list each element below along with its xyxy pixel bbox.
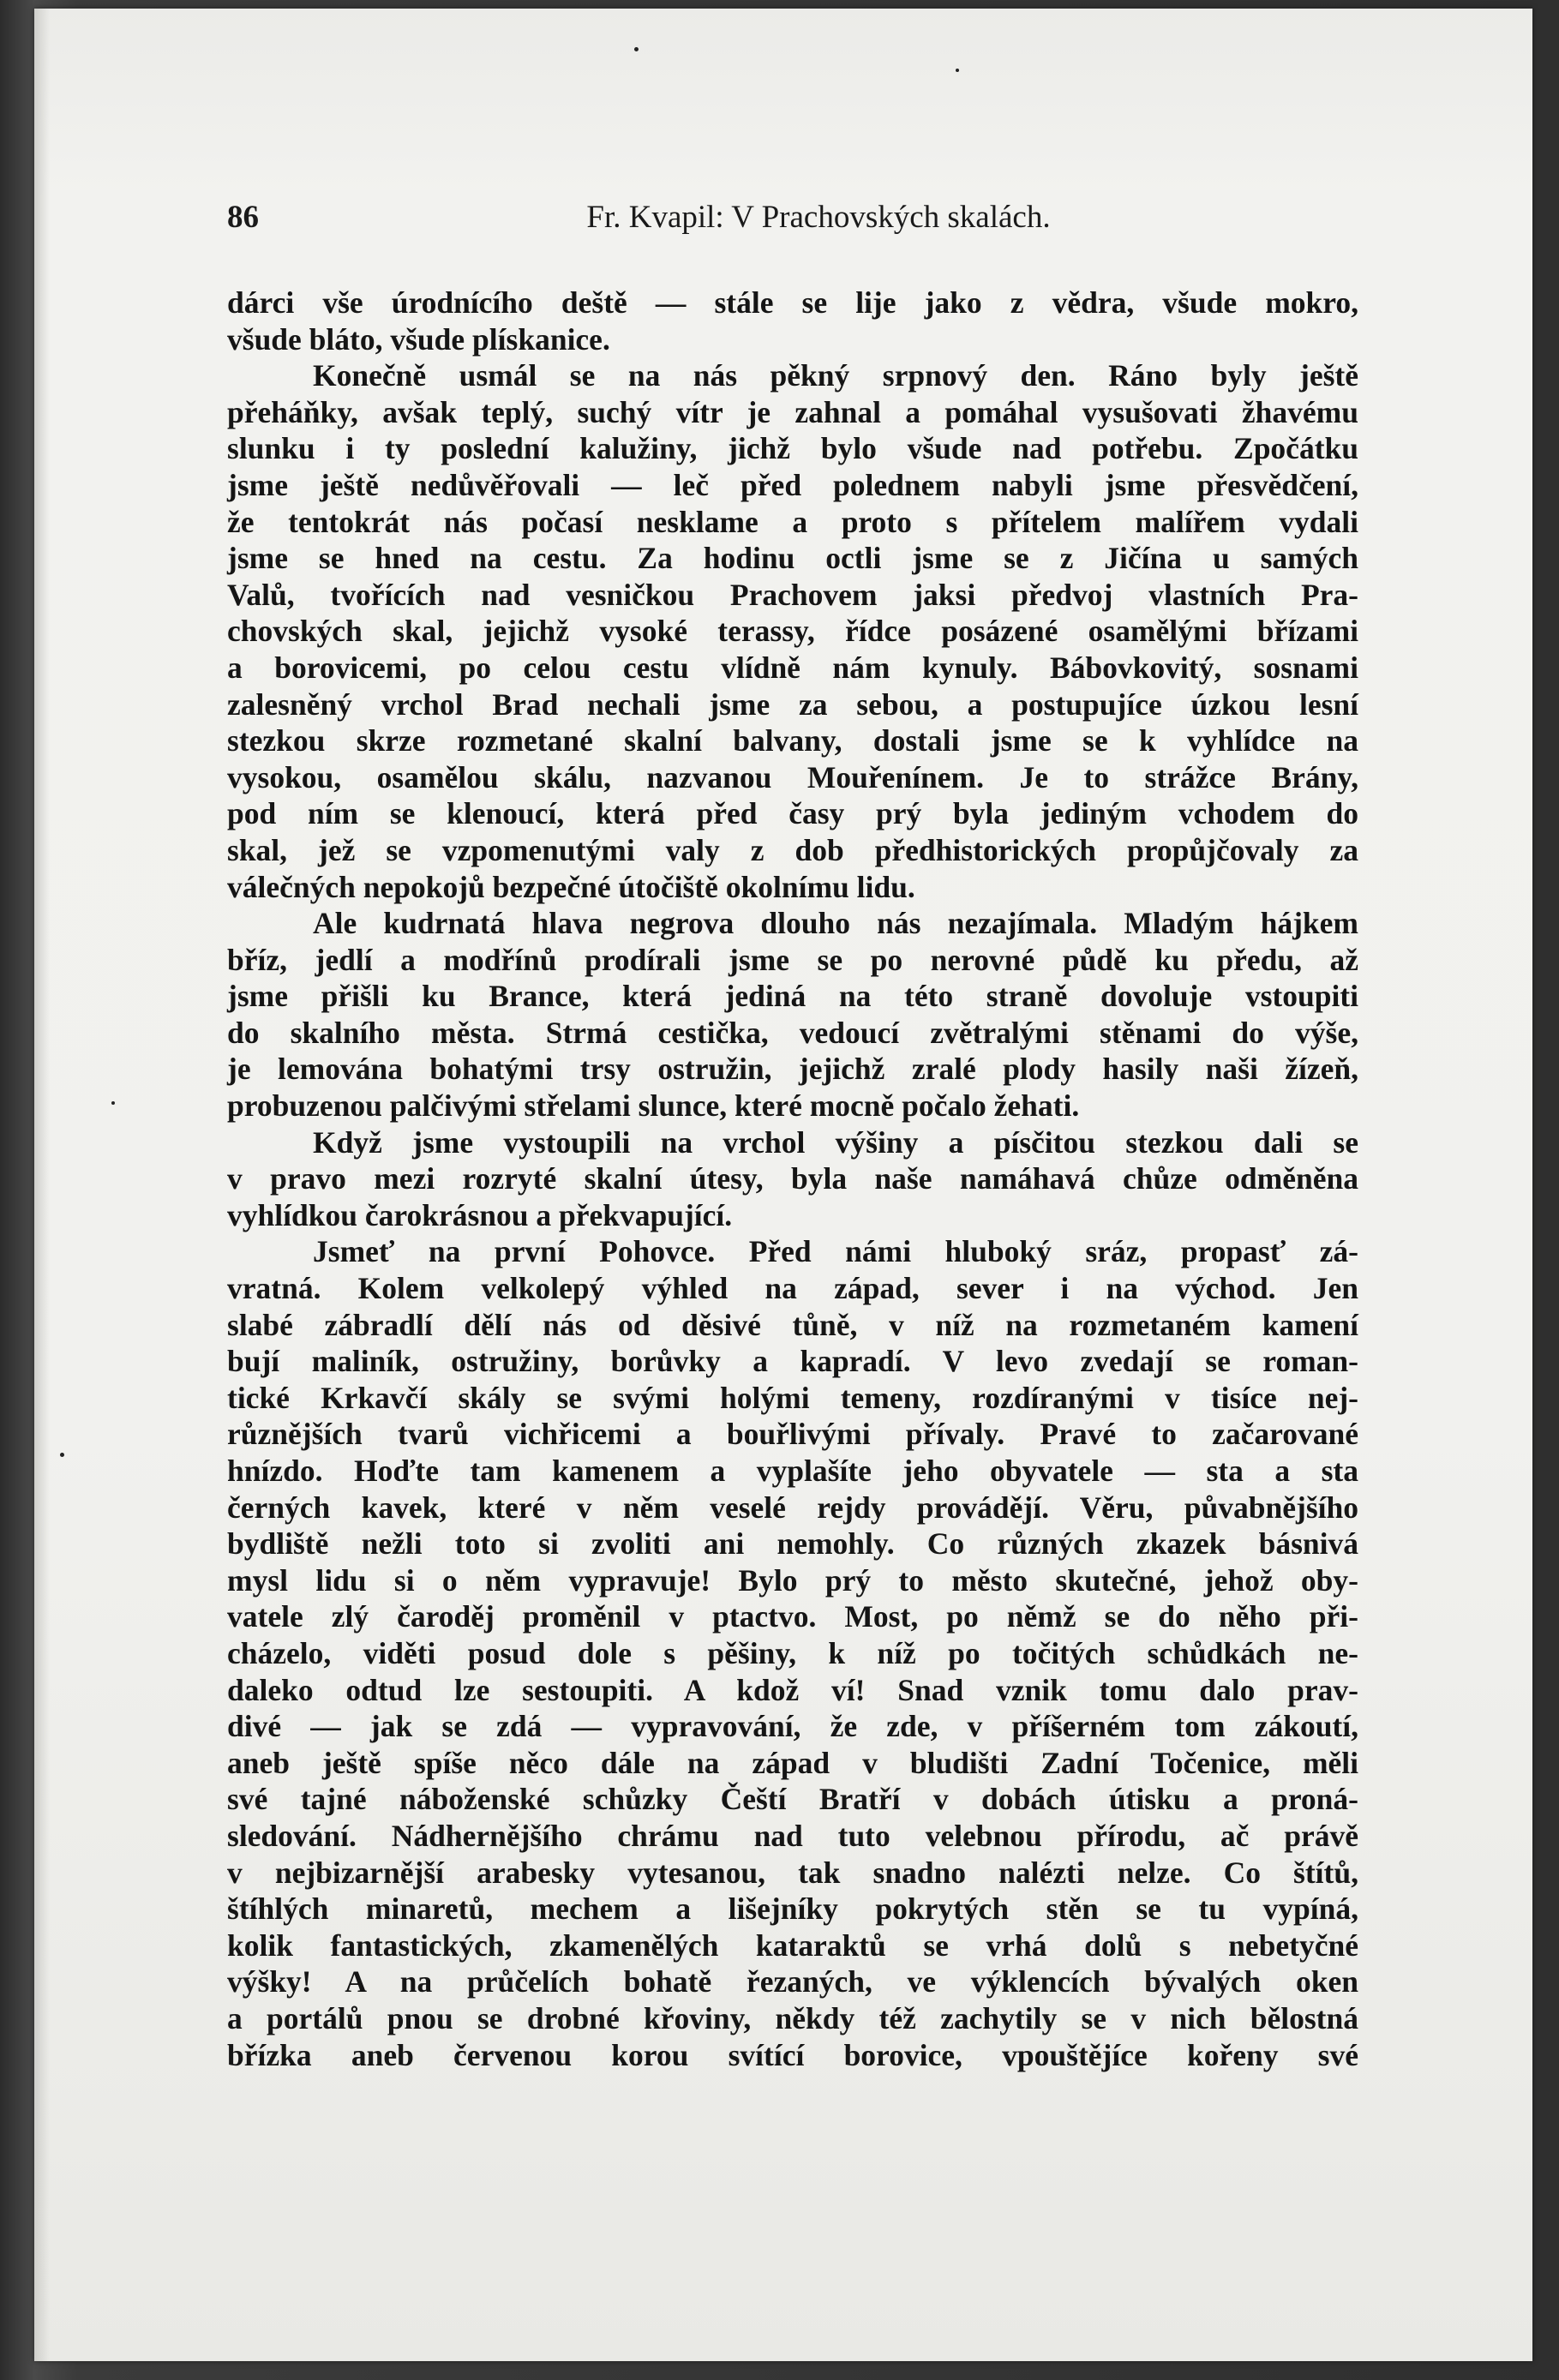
text-line: všude bláto, všude plískanice. [227,321,610,357]
text-line: pod ním se klenoucí, která před časy prý byla jediným vchodem do [227,796,1358,831]
text-line: zalesněný vrchol Brad nechali jsme za sebou, a postupujíce úzkou lesní [227,686,1358,722]
text-line: válečných nepokojů bezpečné útočiště okolnímu lidu. [227,869,915,904]
text-line: Když jsme vystoupili na vrchol výšiny a písčitou stezkou dali se [313,1124,1358,1160]
text-line: skal, jež se vzpomenutými valy z dob předhistorických propůjčovaly za [227,832,1358,867]
text-line: různějších tvarů vichřicemi a bouřlivými přívaly. Pravé to začarované [227,1417,1358,1452]
text-line: štíhlých minaretů, mechem a lišejníky pokrytých stěn se tu vypíná, [227,1891,1358,1927]
text-line: vysokou, osamělou skálu, nazvanou Mouřenínem. Je to strážce Brány, [227,759,1358,794]
text-line: a portálů pnou se drobné křoviny, někdy též zachytily se v nich bělostná [227,2000,1358,2035]
text-line: hnízdo. Hoďte tam kamenem a vyplašíte jeho obyvatele — sta a sta [227,1454,1358,1488]
text-line: kolik fantastických, zkamenělých kataraktů se vrhá dolů s nebetyčné [227,1927,1358,1963]
text-line: aneb ještě spíše něco dále na západ v bludišti Zadní Točenice, měli [227,1745,1358,1780]
text-line: stezkou skrze rozmetané skalní balvany, dostali jsme se k vyhlídce na [227,723,1358,758]
text-line: Konečně usmál se na nás pěkný srpnový den. Ráno byly ještě [313,358,1358,393]
text-line: chovských skal, jejichž vysoké terassy, řídce posázené osamělými břízami [227,614,1358,649]
page-header [227,199,1358,240]
page-edge-shadow [34,9,50,2361]
text-line: břízka aneb červenou korou svítící borovice, vpouštějíce kořeny své [227,2037,1358,2072]
text-line: černých kavek, které v něm veselé rejdy provádějí. Věru, půvabnějšího [227,1490,1358,1525]
text-line: bují maliník, ostružiny, borůvky a kapradí. V levo zvedají se roman- [227,1344,1358,1379]
text-line: bříz, jedlí a modřínů prodírali jsme se po nerovné půdě ku předu, až [227,942,1358,977]
text-line: a borovicemi, po celou cestu vlídně nám kynuly. Bábovkovitý, sosnami [227,650,1358,685]
scan-speck [111,1101,115,1105]
text-line: že tentokrát nás počasí nesklame a proto s přítelem malířem vydali [227,504,1358,539]
running-title: Fr. Kvapil: V Prachovských skalách. [586,200,1051,235]
text-line: jsme ještě nedůvěřovali — leč před polednem nabyli jsme přesvědčení, [227,467,1358,502]
text-line: v nejbizarnější arabesky vytesanou, tak snadno nalézti nelze. Co štítů, [227,1855,1358,1890]
text-line: vyhlídkou čarokrásnou a překvapující. [227,1197,733,1232]
scan-speck [956,69,959,72]
text-line: přeháňky, avšak teplý, suchý vítr je zahnal a pomáhal vysušovati žhavému [227,394,1358,429]
page-number: 86 [227,200,259,235]
text-line: své tajné náboženské schůzky Čeští Bratří v dobách útisku a proná- [227,1782,1358,1817]
text-line: vratná. Kolem velkolepý výhled na západ, sever i na východ. Jen [227,1271,1358,1306]
scan-speck [60,1453,64,1457]
text-line: probuzenou palčivými střelami slunce, které mocně počalo žehati. [227,1088,1080,1124]
text-line: daleko odtud lze sestoupiti. A kdož ví! Snad vznik tomu dalo prav- [227,1672,1358,1707]
text-line: divé — jak se zdá — vypravování, že zde, v příšerném tom zákoutí, [227,1709,1358,1744]
text-line: bydliště nežli toto si zvoliti ani nemohly. Co různých zkazek básnivá [227,1526,1358,1562]
text-line: v pravo mezi rozryté skalní útesy, byla naše namáhavá chůze odměněna [227,1161,1358,1196]
scan-speck [634,47,639,51]
text-line: cházelo, viděti posud dole s pěšiny, k níž po točitých schůdkách ne- [227,1635,1358,1670]
text-line: dárci vše úrodnícího deště — stále se lije jako z vědra, všude mokro, [227,285,1358,320]
text-line: mysl lidu si o něm vypravuje! Bylo prý to město skutečné, jehož oby- [227,1562,1358,1598]
text-line: vatele zlý čaroděj proměnil v ptactvo. Most, po němž se do něho při- [227,1599,1358,1634]
text-line: Ale kudrnatá hlava negrova dlouho nás nezajímala. Mladým hájkem [313,906,1358,941]
text-line: slunku i ty poslední kalužiny, jichž bylo všude nad potřebu. Zpočátku [227,431,1358,466]
text-line: Jsmeť na první Pohovce. Před námi hluboký sráz, propasť zá- [313,1234,1358,1269]
text-line: jsme přišli ku Brance, která jediná na této straně dovoluje vstoupiti [227,979,1358,1014]
text-line: jsme se hned na cestu. Za hodinu octli jsme se z Jičína u samých [227,541,1358,576]
text-line: výšky! A na průčelích bohatě řezaných, ve výklencích bývalých oken [227,1964,1358,1999]
text-line: Valů, tvořících nad vesničkou Prachovem jaksi předvoj vlastních Pra- [227,577,1358,612]
text-line: sledování. Nádhernějšího chrámu nad tuto velebnou přírodu, ač právě [227,1818,1358,1853]
text-line: do skalního města. Strmá cestička, vedoucí zvětralými stěnami do výše, [227,1015,1358,1050]
text-line: je lemována bohatými trsy ostružin, jejichž zralé plody hasily naši žízeň, [227,1052,1358,1087]
body-text [227,285,1358,2073]
text-line: slabé zábradlí dělí nás od děsivé tůně, v níž na rozmetaném kamení [227,1307,1358,1342]
text-line: tické Krkavčí skály se svými holými temeny, rozdíranými v tisíce nej- [227,1380,1358,1415]
